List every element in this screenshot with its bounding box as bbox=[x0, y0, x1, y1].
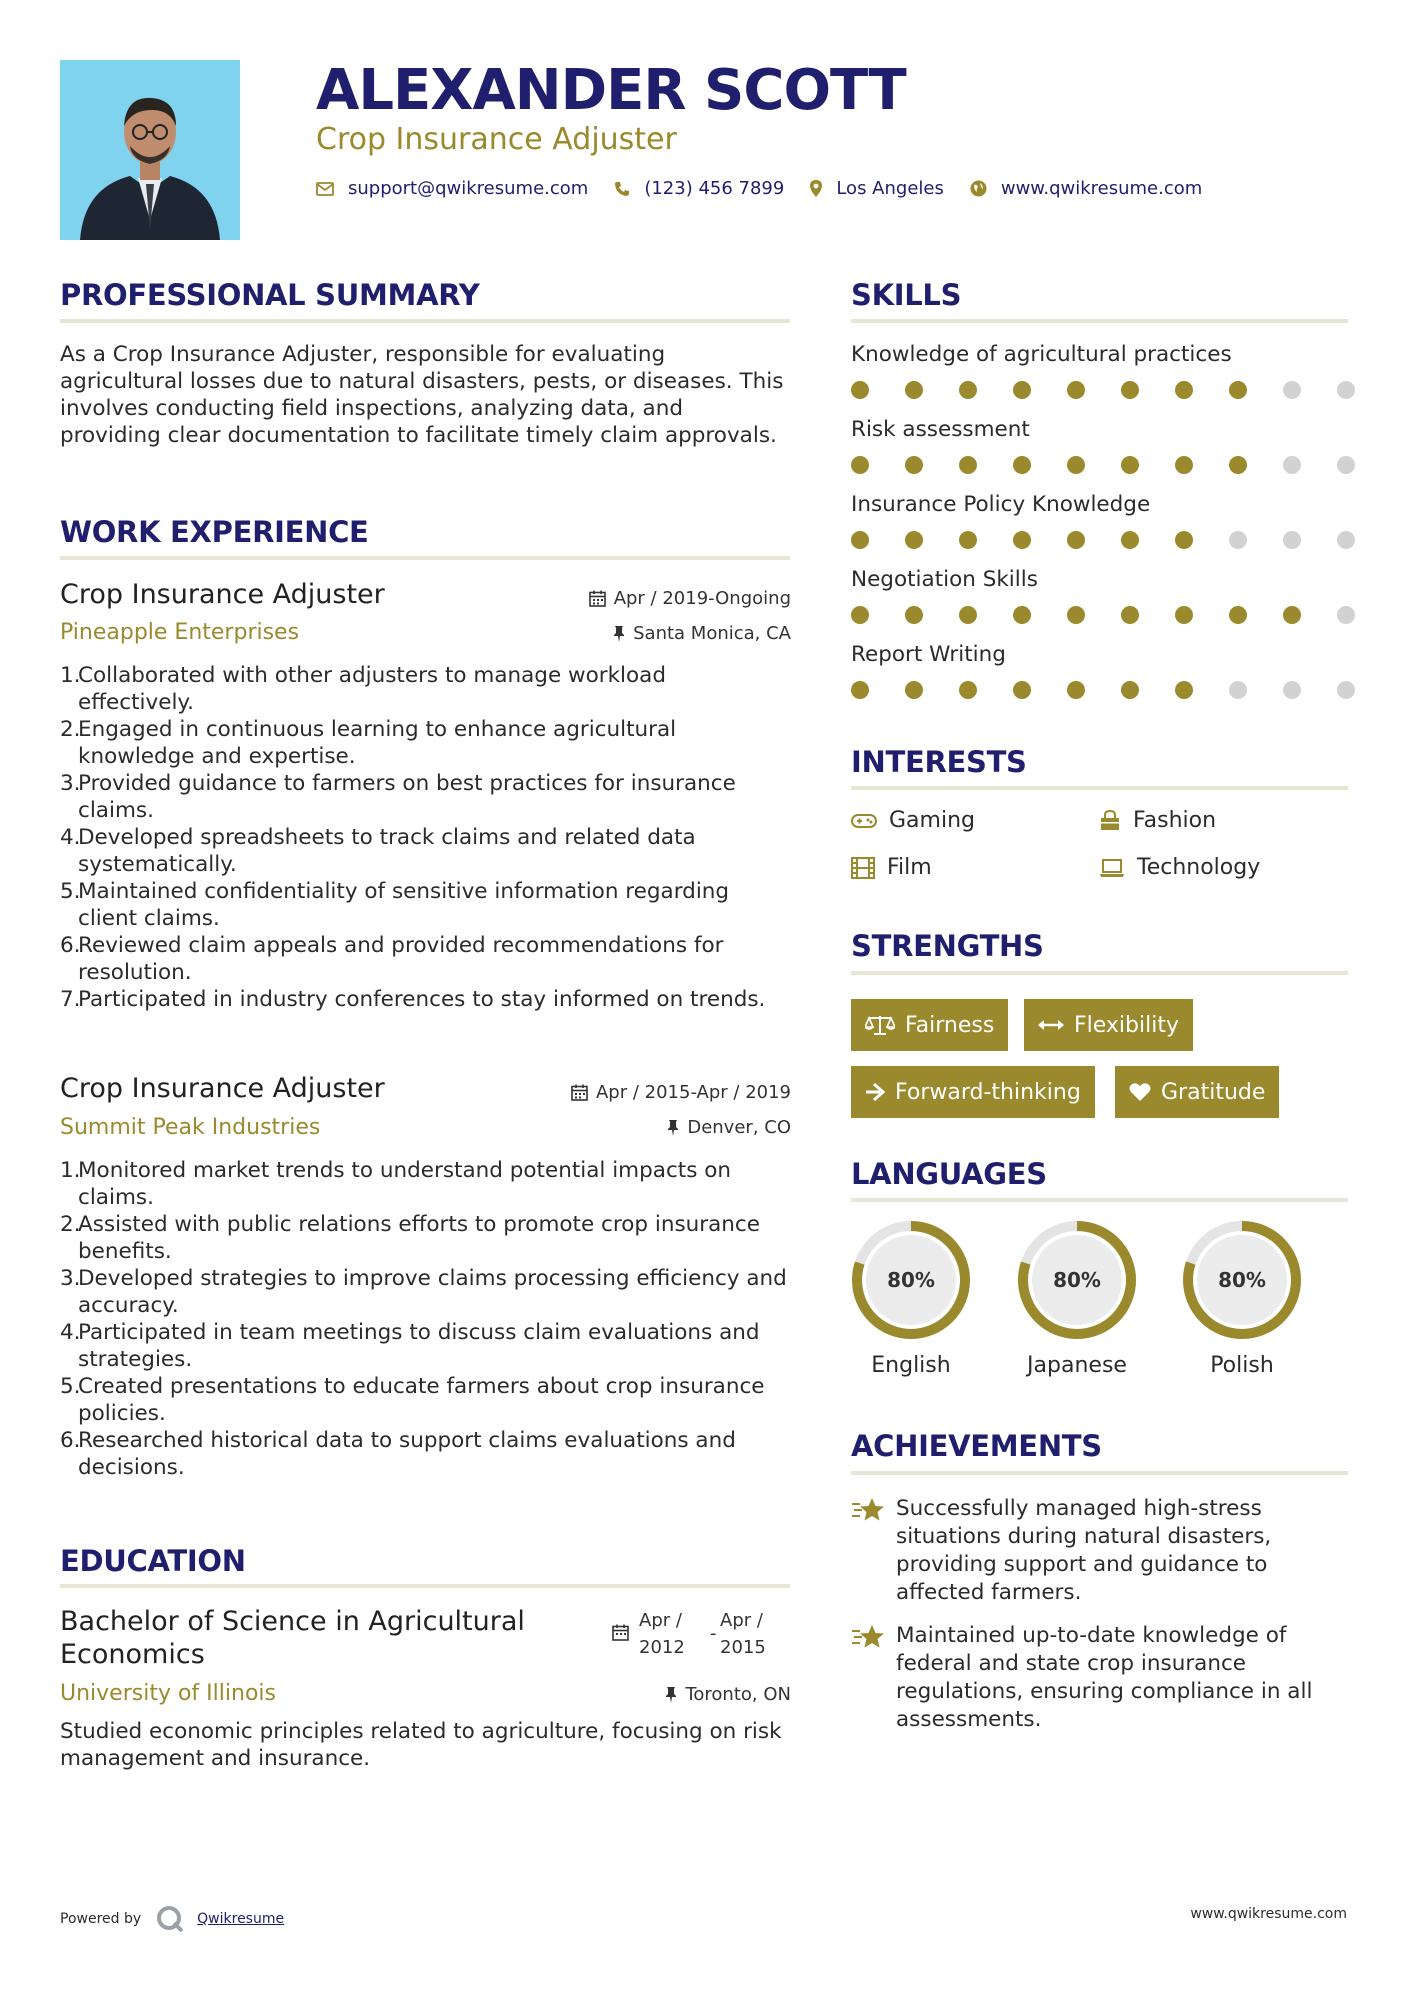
contact-location bbox=[810, 178, 944, 199]
rating-dot-filled bbox=[905, 456, 923, 474]
rating-dot-filled bbox=[959, 381, 977, 399]
shooting-star-icon bbox=[851, 1623, 885, 1651]
person-photo-icon bbox=[60, 60, 240, 240]
rating-dot-empty bbox=[1337, 681, 1355, 699]
list-item-text: Participated in industry conferences to stay informed on trends. bbox=[78, 987, 766, 1012]
envelope-icon bbox=[316, 182, 334, 196]
section-divider bbox=[60, 556, 790, 560]
section-divider bbox=[851, 1471, 1348, 1475]
summary-text: As a Crop Insurance Adjuster, responsible for evaluating agricultural losses due to natural disasters, pests, or diseases. This involves conducting field inspections, analyzing data, and providing clear documentation to facilitate timely claim approvals. bbox=[60, 342, 784, 448]
date-separator: - bbox=[710, 1623, 717, 1644]
footer-website[interactable]: www.qwikresume.com bbox=[1190, 1906, 1347, 1922]
interest-film bbox=[851, 855, 932, 880]
skill-name: Report Writing bbox=[851, 642, 1006, 667]
education-end-date bbox=[720, 1607, 766, 1661]
job-title: Crop Insurance Adjuster bbox=[60, 579, 385, 610]
end-month: Apr / bbox=[720, 1610, 763, 1631]
list-item bbox=[60, 1211, 795, 1265]
list-number: 5. bbox=[60, 879, 81, 904]
list-number: 1. bbox=[60, 1158, 81, 1183]
pushpin-icon bbox=[667, 1120, 679, 1136]
brand-link[interactable]: Qwikresume bbox=[197, 1911, 285, 1927]
contact-phone[interactable] bbox=[614, 178, 784, 199]
section-divider bbox=[851, 786, 1348, 790]
list-item bbox=[60, 1319, 795, 1373]
contact-bar bbox=[316, 178, 1228, 199]
language-item bbox=[1012, 1219, 1142, 1378]
languages-heading: LANGUAGES bbox=[851, 1157, 1047, 1191]
website-text: www.qwikresume.com bbox=[1000, 178, 1203, 199]
list-item bbox=[60, 1157, 795, 1211]
start-year: 2012 bbox=[639, 1637, 685, 1658]
rating-dot-filled bbox=[1013, 456, 1031, 474]
rating-dot-filled bbox=[1121, 681, 1139, 699]
rating-dot-filled bbox=[1013, 681, 1031, 699]
rating-dot-filled bbox=[1229, 381, 1247, 399]
rating-dot-filled bbox=[1013, 381, 1031, 399]
list-item-text: Created presentations to educate farmers about crop insurance policies. bbox=[78, 1374, 765, 1426]
strength-tag-gratitude bbox=[1115, 1066, 1279, 1118]
skill-rating bbox=[851, 681, 1355, 699]
job-dates bbox=[589, 588, 791, 609]
calendar-icon bbox=[589, 590, 606, 607]
achievement-star-icon bbox=[851, 1623, 885, 1655]
rating-dot-filled bbox=[1175, 606, 1193, 624]
shopping-bag-icon bbox=[1099, 810, 1121, 832]
list-item bbox=[60, 878, 785, 932]
list-item-text: Developed spreadsheets to track claims and related data systematically. bbox=[78, 825, 696, 877]
company-name: Summit Peak Industries bbox=[60, 1115, 321, 1140]
language-percent-label: 80% bbox=[887, 1268, 935, 1292]
list-item bbox=[60, 1265, 795, 1319]
strength-tag-forward-thinking bbox=[851, 1066, 1095, 1118]
globe-icon bbox=[970, 180, 987, 197]
skill-rating bbox=[851, 531, 1355, 549]
strength-label: Flexibility bbox=[1074, 1012, 1179, 1038]
interest-label: Film bbox=[887, 855, 932, 880]
rating-dot-filled bbox=[1283, 606, 1301, 624]
achievement-star-icon bbox=[851, 1496, 885, 1528]
rating-dot-filled bbox=[905, 531, 923, 549]
rating-dot-empty bbox=[1337, 606, 1355, 624]
list-number: 2. bbox=[60, 1212, 81, 1237]
section-divider bbox=[851, 1198, 1348, 1202]
skill-rating bbox=[851, 456, 1355, 474]
list-number: 5. bbox=[60, 1374, 81, 1399]
rating-dot-filled bbox=[1067, 456, 1085, 474]
map-marker-icon bbox=[810, 180, 822, 197]
strength-tag-flexibility bbox=[1024, 999, 1193, 1051]
summary-heading: PROFESSIONAL SUMMARY bbox=[60, 278, 480, 312]
education-calendar bbox=[612, 1624, 637, 1641]
shooting-star-icon bbox=[851, 1496, 885, 1524]
strength-label: Gratitude bbox=[1161, 1079, 1266, 1105]
list-item bbox=[60, 932, 785, 986]
language-progress-ring bbox=[850, 1219, 972, 1341]
job-location bbox=[613, 623, 791, 644]
interest-label: Technology bbox=[1137, 855, 1261, 880]
section-divider bbox=[60, 1584, 790, 1588]
profile-photo bbox=[60, 60, 240, 240]
rating-dot-filled bbox=[1229, 456, 1247, 474]
skill-name: Risk assessment bbox=[851, 417, 1030, 442]
education-description: Studied economic principles related to agriculture, focusing on risk management and insurance. bbox=[60, 1719, 782, 1771]
list-number: 7. bbox=[60, 987, 81, 1012]
list-number: 2. bbox=[60, 717, 81, 742]
achievements-heading: ACHIEVEMENTS bbox=[851, 1429, 1102, 1463]
list-item-text: Participated in team meetings to discuss claim evaluations and strategies. bbox=[78, 1320, 760, 1372]
section-divider bbox=[851, 971, 1348, 975]
section-divider bbox=[60, 319, 790, 323]
qwikresume-logo-icon bbox=[155, 1904, 185, 1934]
rating-dot-filled bbox=[1175, 381, 1193, 399]
job-dates-text: Apr / 2015-Apr / 2019 bbox=[595, 1082, 791, 1103]
rating-dot-filled bbox=[1121, 606, 1139, 624]
skill-rating bbox=[851, 606, 1355, 624]
skill-name: Insurance Policy Knowledge bbox=[851, 492, 1151, 517]
rating-dot-empty bbox=[1337, 381, 1355, 399]
education-start-date bbox=[639, 1607, 685, 1661]
list-item-text: Engaged in continuous learning to enhance agricultural knowledge and expertise. bbox=[78, 717, 677, 769]
list-item bbox=[60, 824, 785, 878]
list-number: 4. bbox=[60, 825, 81, 850]
language-percent-label: 80% bbox=[1218, 1268, 1266, 1292]
school-name: University of Illinois bbox=[60, 1681, 276, 1706]
education-location-text: Toronto, ON bbox=[685, 1684, 791, 1705]
rating-dot-filled bbox=[1067, 606, 1085, 624]
list-item-text: Researched historical data to support claims evaluations and decisions. bbox=[78, 1428, 736, 1480]
phone-text: (123) 456 7899 bbox=[644, 178, 785, 199]
arrows-horizontal-icon bbox=[1038, 1018, 1064, 1032]
language-name: English bbox=[871, 1353, 951, 1378]
list-item bbox=[60, 1373, 795, 1427]
job-location bbox=[667, 1117, 791, 1138]
list-item-text: Provided guidance to farmers on best practices for insurance claims. bbox=[78, 771, 736, 823]
list-item bbox=[60, 662, 785, 716]
rating-dot-filled bbox=[851, 381, 869, 399]
job-bullets bbox=[60, 662, 785, 1013]
rating-dot-filled bbox=[1121, 456, 1139, 474]
rating-dot-empty bbox=[1283, 381, 1301, 399]
list-item-text: Maintained confidentiality of sensitive information regarding client claims. bbox=[78, 879, 730, 931]
rating-dot-filled bbox=[1175, 681, 1193, 699]
footer-powered-by bbox=[60, 1904, 284, 1934]
rating-dot-filled bbox=[959, 606, 977, 624]
language-name: Polish bbox=[1210, 1353, 1274, 1378]
rating-dot-filled bbox=[1067, 381, 1085, 399]
job-dates bbox=[571, 1082, 791, 1103]
rating-dot-filled bbox=[1121, 531, 1139, 549]
calendar-icon bbox=[571, 1084, 588, 1101]
job-dates-text: Apr / 2019-Ongoing bbox=[613, 588, 791, 609]
list-item-text: Reviewed claim appeals and provided recommendations for resolution. bbox=[78, 933, 724, 985]
rating-dot-filled bbox=[1013, 531, 1031, 549]
list-item bbox=[60, 770, 785, 824]
rating-dot-filled bbox=[905, 681, 923, 699]
list-item-text: Collaborated with other adjusters to manage workload effectively. bbox=[78, 663, 666, 715]
gamepad-icon bbox=[851, 813, 877, 829]
list-number: 6. bbox=[60, 933, 81, 958]
rating-dot-filled bbox=[1067, 681, 1085, 699]
heart-icon bbox=[1129, 1082, 1151, 1102]
skill-name: Knowledge of agricultural practices bbox=[851, 342, 1232, 367]
education-location bbox=[665, 1684, 791, 1705]
rating-dot-filled bbox=[1013, 606, 1031, 624]
strength-tag-fairness bbox=[851, 999, 1008, 1051]
list-number: 1. bbox=[60, 663, 81, 688]
interest-technology bbox=[1099, 855, 1260, 880]
list-item bbox=[60, 986, 785, 1013]
candidate-title: Crop Insurance Adjuster bbox=[316, 122, 677, 157]
company-name: Pineapple Enterprises bbox=[60, 620, 300, 645]
strength-label: Forward-thinking bbox=[895, 1079, 1081, 1105]
phone-icon bbox=[614, 181, 630, 197]
rating-dot-filled bbox=[905, 606, 923, 624]
skill-name: Negotiation Skills bbox=[851, 567, 1038, 592]
powered-by-text: Powered by bbox=[60, 1911, 142, 1927]
rating-dot-filled bbox=[851, 681, 869, 699]
rating-dot-empty bbox=[1283, 681, 1301, 699]
rating-dot-empty bbox=[1283, 456, 1301, 474]
list-item-text: Assisted with public relations efforts to promote crop insurance benefits. bbox=[78, 1212, 760, 1264]
degree-title: Bachelor of Science in Agricultural Economics bbox=[60, 1606, 525, 1670]
list-number: 3. bbox=[60, 1266, 81, 1291]
rating-dot-filled bbox=[851, 606, 869, 624]
rating-dot-empty bbox=[1229, 531, 1247, 549]
arrow-right-icon bbox=[865, 1083, 885, 1101]
rating-dot-filled bbox=[1067, 531, 1085, 549]
list-number: 4. bbox=[60, 1320, 81, 1345]
rating-dot-filled bbox=[1121, 381, 1139, 399]
rating-dot-filled bbox=[1175, 456, 1193, 474]
achievement-text: Successfully managed high-stress situations during natural disasters, providing support and guidance to affected farmers. bbox=[896, 1496, 1272, 1605]
balance-scale-icon bbox=[865, 1014, 895, 1036]
language-item bbox=[846, 1219, 976, 1378]
rating-dot-empty bbox=[1337, 456, 1355, 474]
rating-dot-empty bbox=[1283, 531, 1301, 549]
list-item-text: Monitored market trends to understand potential impacts on claims. bbox=[78, 1158, 732, 1210]
interest-gaming bbox=[851, 808, 975, 833]
interest-label: Fashion bbox=[1133, 808, 1217, 833]
rating-dot-filled bbox=[1175, 531, 1193, 549]
job-location-text: Denver, CO bbox=[687, 1117, 791, 1138]
language-progress-ring bbox=[1016, 1219, 1138, 1341]
rating-dot-filled bbox=[959, 681, 977, 699]
laptop-icon bbox=[1099, 858, 1125, 878]
list-item-text: Developed strategies to improve claims processing efficiency and accuracy. bbox=[78, 1266, 787, 1318]
strength-label: Fairness bbox=[905, 1012, 995, 1038]
language-progress-ring bbox=[1181, 1219, 1303, 1341]
contact-website[interactable] bbox=[970, 178, 1202, 199]
list-number: 6. bbox=[60, 1428, 81, 1453]
calendar-icon bbox=[612, 1624, 629, 1641]
pushpin-icon bbox=[613, 626, 625, 642]
job-bullets bbox=[60, 1157, 795, 1481]
list-number: 3. bbox=[60, 771, 81, 796]
rating-dot-filled bbox=[959, 531, 977, 549]
location-text: Los Angeles bbox=[836, 178, 944, 199]
rating-dot-filled bbox=[1229, 606, 1247, 624]
education-heading: EDUCATION bbox=[60, 1544, 246, 1578]
pushpin-icon bbox=[665, 1687, 677, 1703]
language-percent-label: 80% bbox=[1053, 1268, 1101, 1292]
rating-dot-filled bbox=[905, 381, 923, 399]
list-item bbox=[60, 1427, 795, 1481]
interest-fashion bbox=[1099, 808, 1216, 833]
rating-dot-empty bbox=[1229, 681, 1247, 699]
job-title: Crop Insurance Adjuster bbox=[60, 1073, 385, 1104]
interests-heading: INTERESTS bbox=[851, 745, 1027, 779]
experience-heading: WORK EXPERIENCE bbox=[60, 515, 369, 549]
interest-label: Gaming bbox=[889, 808, 975, 833]
rating-dot-filled bbox=[959, 456, 977, 474]
language-name: Japanese bbox=[1027, 1353, 1127, 1378]
rating-dot-filled bbox=[851, 531, 869, 549]
achievement-text: Maintained up-to-date knowledge of federal and state crop insurance regulations, ensuring compliance in all assessments. bbox=[896, 1623, 1313, 1732]
start-month: Apr / bbox=[639, 1610, 682, 1631]
rating-dot-filled bbox=[851, 456, 869, 474]
list-item bbox=[60, 716, 785, 770]
skills-heading: SKILLS bbox=[851, 278, 962, 312]
strengths-heading: STRENGTHS bbox=[851, 929, 1044, 963]
candidate-name: ALEXANDER SCOTT bbox=[316, 58, 906, 123]
section-divider bbox=[851, 319, 1348, 323]
skill-rating bbox=[851, 381, 1355, 399]
film-icon bbox=[851, 857, 875, 879]
email-text: support@qwikresume.com bbox=[348, 178, 589, 199]
end-year: 2015 bbox=[720, 1637, 766, 1658]
language-item bbox=[1177, 1219, 1307, 1378]
contact-email[interactable] bbox=[316, 178, 588, 199]
rating-dot-empty bbox=[1337, 531, 1355, 549]
job-location-text: Santa Monica, CA bbox=[633, 623, 791, 644]
